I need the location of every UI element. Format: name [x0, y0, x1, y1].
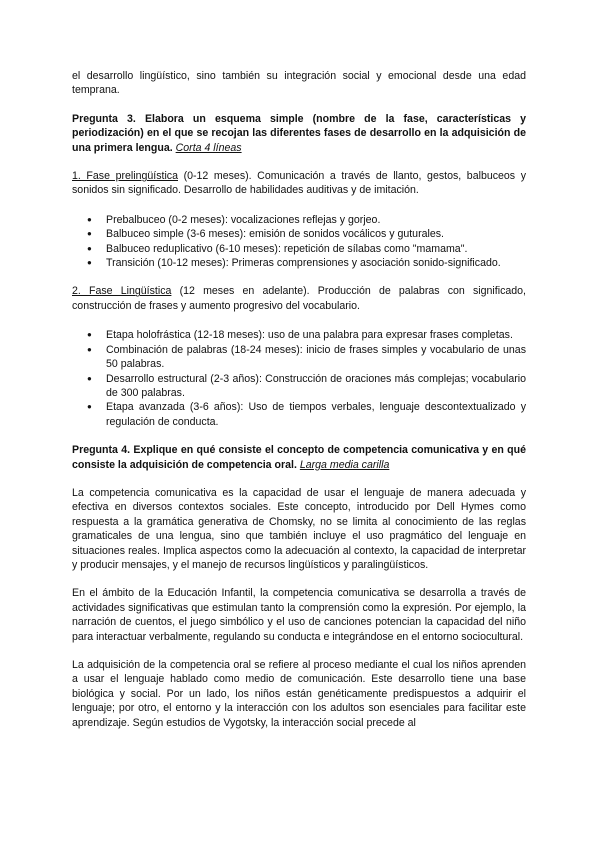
phase-2-paragraph [72, 284, 526, 313]
list-item: ● Balbuceo reduplicativo (6-10 meses): repetición de sílabas como "mamama". [106, 242, 526, 256]
list-item: ● Balbuceo simple (3-6 meses): emisión de sonidos vocálicos y guturales. [106, 227, 526, 241]
list-item: ● Desarrollo estructural (2-3 años): Construcción de oraciones más complejas; vocabulario de 300 palabras. [106, 372, 526, 401]
document-body [72, 69, 526, 730]
question-3-length-note: Corta 4 líneas [175, 141, 242, 154]
list-item: ● Combinación de palabras (18-24 meses): inicio de frases simples y vocabulario de unas 50 palabras. [106, 343, 526, 372]
answer-paragraph-2: En el ámbito de la Educación Infantil, la competencia comunicativa se desarrolla a través de actividades significativas que estimulan tanto la comprensión como la expresión. Por ejemplo, la narración de cuentos, el juego simbólico y el uso de canciones potencian la capacidad del niño para interactuar verbalmente, regulando su conducta e integrándose en el entorno sociocultural. [72, 587, 526, 643]
phase-1-paragraph [72, 169, 526, 198]
phase-1-description: (0-12 meses). Comunicación a través de llanto, gestos, balbuceos y sonidos sin significado. Desarrollo de habilidades auditivas y de imitación. [72, 170, 526, 197]
answer-paragraph-1: La competencia comunicativa es la capacidad de usar el lenguaje de manera adecuada y efectiva en diversos contextos sociales. Este concepto, introducido por Dell Hymes como respuesta a la gramática generativa de Chomsky, no se limita al conocimiento de las reglas gramaticales de una lengua, sino que también incluye el uso pragmático del lenguaje en situaciones reales. Implica aspectos como la adecuación al contexto, la capacidad de interpretar y producir mensajes, y el manejo de recursos lingüísticos y paralingüísticos. [72, 486, 526, 571]
question-4-text: Pregunta 4. Explique en qué consiste el concepto de competencia comunicativa y en qué consiste la adquisición de competencia oral. [72, 444, 526, 471]
phase-2-list [72, 328, 526, 429]
question-3 [72, 112, 526, 155]
phase-1-list [72, 213, 526, 271]
intro-paragraph: el desarrollo lingüístico, sino también su integración social y emocional desde una edad temprana. [72, 70, 526, 97]
answer-paragraph-3: La adquisición de la competencia oral se refiere al proceso mediante el cual los niños aprenden a usar el lenguaje hablado como medio de comunicación. Este desarrollo tiene una base biológica y social. Por un lado, los niños están genéticamente predispuestos a adquirir el lenguaje; por otro, el entorno y la interacción con los adultos son esenciales para facilitar este aprendizaje. Según estudios de Vygotsky, la interacción social precede al [72, 659, 526, 729]
list-item: ● Etapa holofrástica (12-18 meses): uso de una palabra para expresar frases completas. [106, 328, 526, 342]
question-4 [72, 443, 526, 472]
phase-2-title: 2. Fase Lingüística [72, 285, 172, 298]
list-item: ● Prebalbuceo (0-2 meses): vocalizaciones reflejas y gorjeo. [106, 213, 526, 227]
list-item: ● Transición (10-12 meses): Primeras comprensiones y asociación sonido-significado. [106, 256, 526, 270]
question-4-length-note: Larga media carilla [299, 458, 390, 471]
phase-2-description: (12 meses en adelante). Producción de palabras con significado, construcción de frases y aumento progresivo del vocabulario. [72, 285, 526, 312]
question-3-text: Pregunta 3. Elabora un esquema simple (nombre de la fase, características y periodización) en el que se recojan las diferentes fases de desarrollo en la adquisición de una primera lengua. [72, 112, 526, 154]
phase-1-title: 1. Fase prelingüística [72, 170, 178, 183]
list-item: ● Etapa avanzada (3-6 años): Uso de tiempos verbales, lenguaje descontextualizado y regulación de conducta. [106, 400, 526, 429]
